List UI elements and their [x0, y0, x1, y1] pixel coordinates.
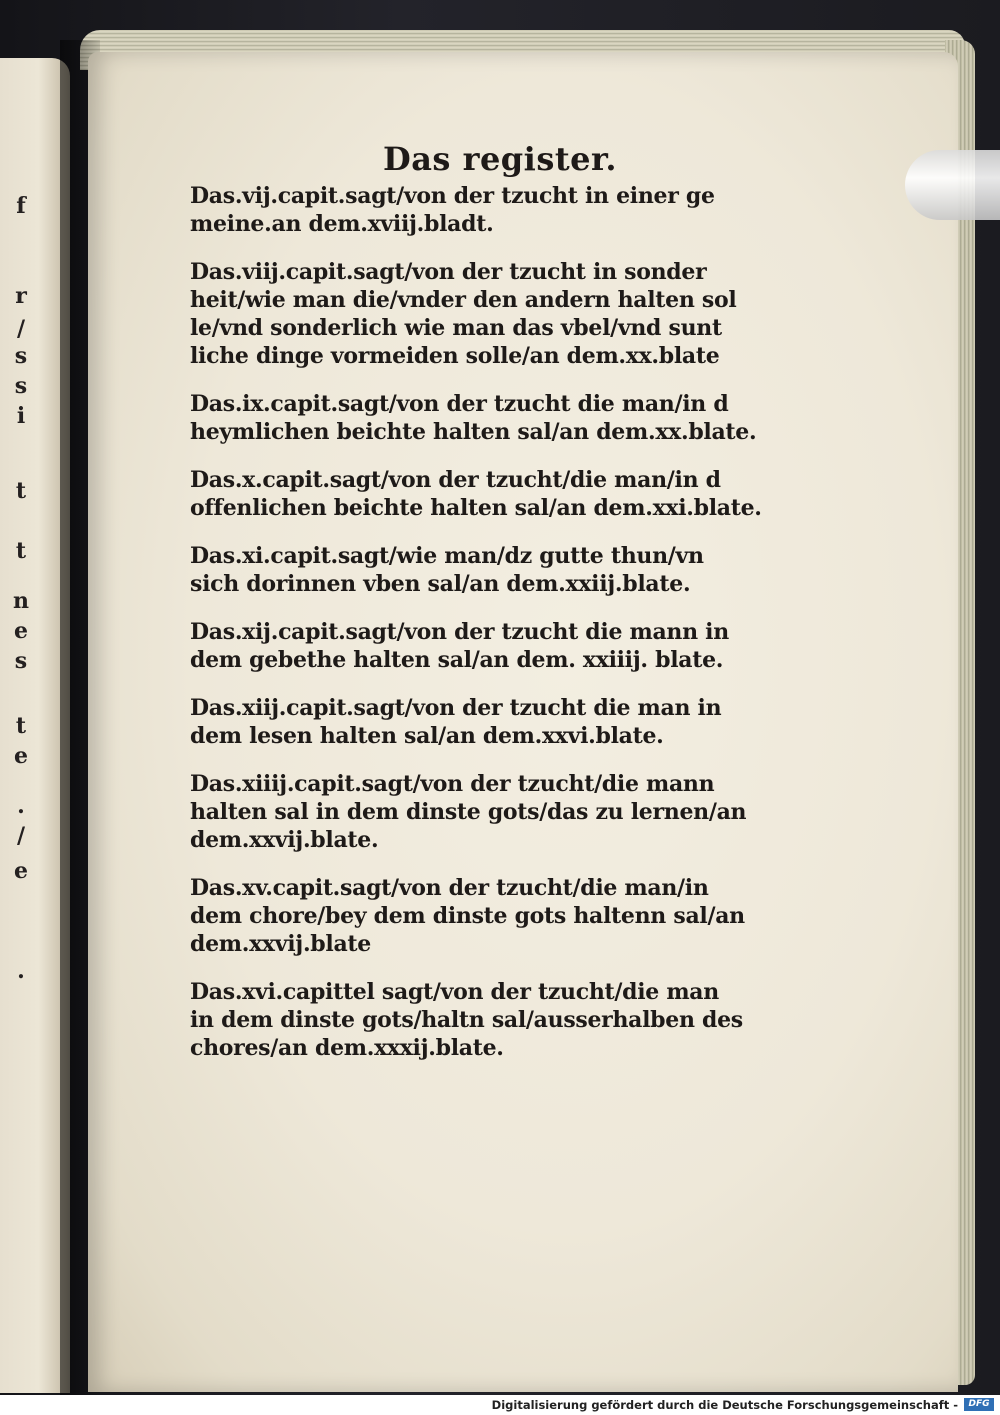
footer-bar [0, 1395, 1000, 1415]
register-entry-line: liche dinge vormeiden solle/an dem.xx.blate [190, 343, 720, 369]
register-entry-line: dem.xxvij.blate [190, 931, 371, 957]
register-entry [190, 182, 770, 238]
register-title: Das register. [382, 140, 618, 178]
register-entry-line: Das.xij.capit.sagt/von der tzucht die mann in [190, 619, 729, 645]
left-page-fragment: s [14, 373, 28, 399]
left-page-fragment: f [16, 193, 26, 219]
register-entry-line: le/vnd sonderlich wie man das vbel/vnd sunt [190, 315, 722, 341]
register-entry-line: Das.viij.capit.sagt/von der tzucht in sonder [190, 259, 707, 285]
left-page-fragment: t [15, 478, 27, 504]
footer-funding-text: Digitalisierung gefördert durch die Deutsche Forschungsgemeinschaft - [491, 1398, 958, 1412]
register-entry-line: Das.vij.capit.sagt/von der tzucht in einer ge [190, 183, 715, 209]
left-page-fragment: t [15, 713, 27, 739]
left-page-fragment: / [16, 316, 26, 342]
register-entry [190, 618, 770, 674]
left-page-fragment: / [16, 823, 26, 849]
register-entry-line: in dem dinste gots/haltn sal/ausserhalben des [190, 1007, 743, 1033]
left-page-fragment: s [14, 648, 28, 674]
register-entry [190, 466, 770, 522]
register-entry-line: dem lesen halten sal/an dem.xxvi.blate. [190, 723, 664, 749]
register-entry-line: meine.an dem.xviij.bladt. [190, 211, 494, 237]
left-page-fragment: r [15, 283, 27, 309]
left-page-fragment: e [14, 743, 28, 769]
left-page-fragment: e [14, 858, 28, 884]
register-entry-line: dem gebethe halten sal/an dem. xxiiij. blate. [190, 647, 724, 673]
register-entry-line: Das.xiij.capit.sagt/von der tzucht die man in [190, 695, 722, 721]
register-entry-line: Das.xi.capit.sagt/wie man/dz gutte thun/vn [190, 543, 704, 569]
register-entry-line: Das.xiiij.capit.sagt/von der tzucht/die mann [190, 771, 715, 797]
register-entry [190, 770, 770, 854]
register-entry [190, 694, 770, 750]
register-entry [190, 978, 770, 1062]
left-page-fragment: . [17, 793, 25, 819]
register-entry [190, 390, 770, 446]
left-page-fragment: e [14, 618, 28, 644]
register-entry-line: offenlichen beichte halten sal/an dem.xxi.blate. [190, 495, 762, 521]
register-entry-line: heit/wie man die/vnder den andern halten sol [190, 287, 737, 313]
register-entry [190, 258, 770, 370]
register-entry-line: Das.x.capit.sagt/von der tzucht/die man/in d [190, 467, 721, 493]
register-entry-line: sich dorinnen vben sal/an dem.xxiij.blate. [190, 571, 691, 597]
page-clip [905, 150, 1000, 220]
register-entry [190, 542, 770, 598]
register-entry-line: Das.ix.capit.sagt/von der tzucht die man/in d [190, 391, 729, 417]
register-entry-line: chores/an dem.xxxij.blate. [190, 1035, 504, 1061]
register-entry-line: Das.xv.capit.sagt/von der tzucht/die man/in [190, 875, 709, 901]
left-page-fragment: s [14, 343, 28, 369]
register-entries [190, 182, 770, 1062]
register-entry [190, 874, 770, 958]
register-entry-line: halten sal in dem dinste gots/das zu lernen/an [190, 799, 747, 825]
left-page-fragment: n [13, 588, 29, 614]
dfg-logo: DFG [964, 1398, 994, 1411]
register-text-block [190, 140, 770, 1082]
left-page-fragment: t [15, 538, 27, 564]
left-page-fragment: . [17, 958, 25, 984]
left-page-fragment: i [16, 403, 26, 429]
register-entry-line: Das.xvi.capittel sagt/von der tzucht/die man [190, 979, 719, 1005]
register-entry-line: dem.xxvij.blate. [190, 827, 379, 853]
register-entry-line: heymlichen beichte halten sal/an dem.xx.blate. [190, 419, 757, 445]
register-entry-line: dem chore/bey dem dinste gots haltenn sal/an [190, 903, 745, 929]
